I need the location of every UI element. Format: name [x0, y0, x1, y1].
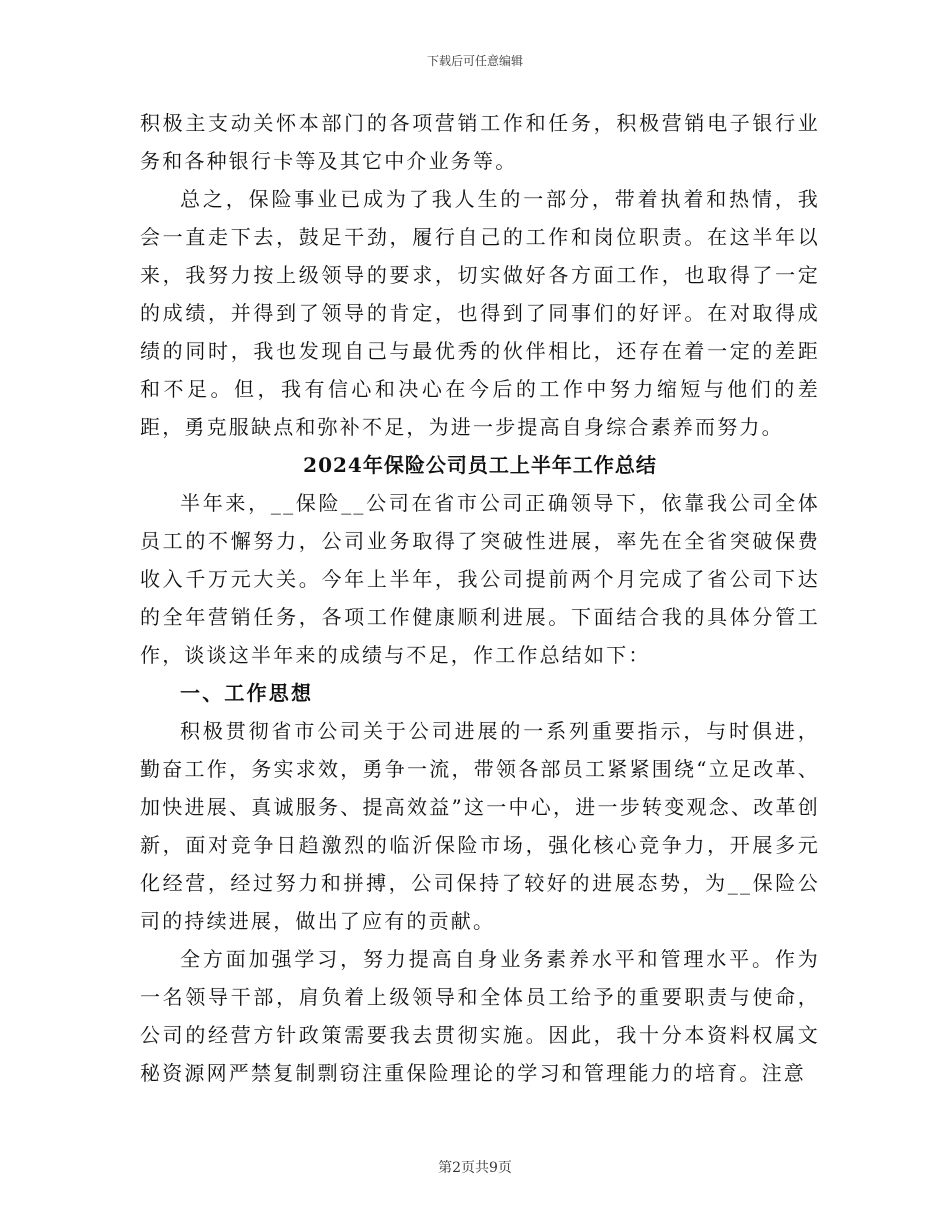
section-heading-work-thought: 一、工作思想 [180, 681, 314, 705]
paragraph-work-thought: 积极贯彻省市公司关于公司进展的一系列重要指示，与时俱进，勤奋工作，务实求效，勇争一流，带领各部员工紧紧围绕“立足改革、加快进展、真诚服务、提高效益”这一中心，进一步转变观念、改革创新，面对竞争日趋激烈的临沂保险市场，强化核心竞争力，开展多元化经营，经过努力和拼搏，公司保持了较好的进展态势，为__保险公司的持续进展，做出了应有的贡献。 [140, 719, 820, 933]
document-title: 2024年保险公司员工上半年工作总结 [303, 453, 657, 477]
paragraph-intro: 半年来，__保险__公司在省市公司正确领导下，依靠我公司全体员工的不懈努力，公司业务取得了突破性进展，率先在全省突破保费收入千万元大关。今年上半年，我公司提前两个月完成了省公司下达的全年营销任务，各项工作健康顺利进展。下面结合我的具体分管工作，谈谈这半年来的成绩与不足，作工作总结如下： [140, 491, 820, 667]
paragraph-summary: 总之，保险事业已成为了我人生的一部分，带着执着和热情，我会一直走下去，鼓足干劲，履行自己的工作和岗位职责。在这半年以来，我努力按上级领导的要求，切实做好各方面工作，也取得了一定的成绩，并得到了领导的肯定，也得到了同事们的好评。在对取得成绩的同时，我也发现自己与最优秀的伙伴相比，还存在着一定的差距和不足。但，我有信心和决心在今后的工作中努力缩短与他们的差距，勇克服缺点和弥补不足，为进一步提高自身综合素养而努力。 [140, 187, 820, 439]
paragraph-continuation: 积极主支动关怀本部门的各项营销工作和任务，积极营销电子银行业务和各种银行卡等及其它中介业务等。 [140, 111, 820, 173]
document-body [140, 104, 820, 1092]
page-number: 第2页共9页 [438, 1160, 512, 1176]
page-header: 下载后可任意编辑 [426, 54, 523, 68]
paragraph-study: 全方面加强学习，努力提高自身业务素养水平和管理水平。作为一名领导干部，肩负着上级领导和全体员工给予的重要职责与使命，公司的经营方针政策需要我去贯彻实施。因此，我十分本资料权属文秘资源网严禁复制剽窃注重保险理论的学习和管理能力的培育。注意 [140, 947, 820, 1085]
